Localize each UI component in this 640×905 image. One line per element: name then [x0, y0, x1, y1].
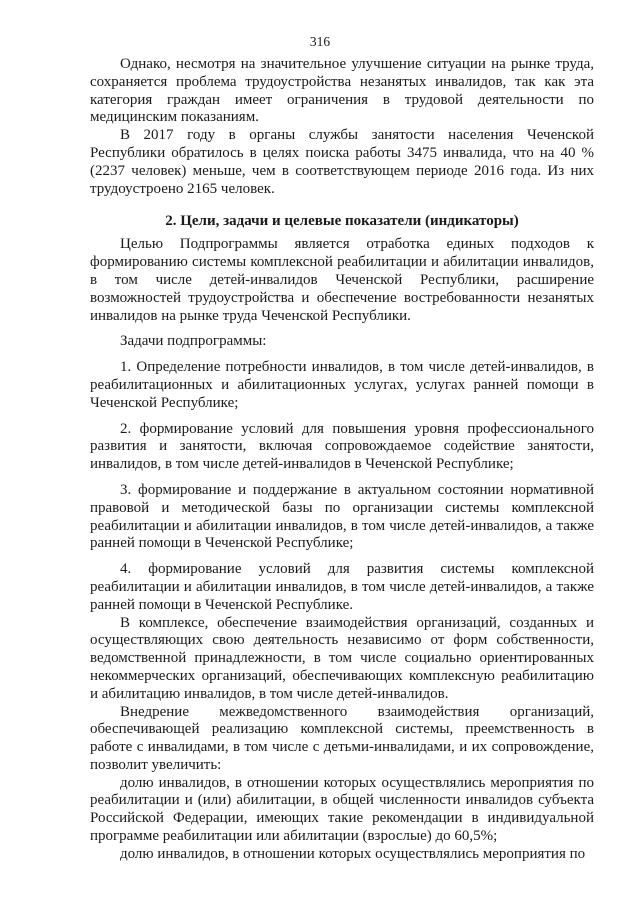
page-number: 316: [309, 34, 331, 49]
paragraph-share-continued: долю инвалидов, в отношении которых осуществлялись мероприятия по: [120, 845, 586, 862]
paragraph-tasks-title: Задачи подпрограммы:: [120, 333, 267, 350]
paragraph-goal: Целью Подпрограммы является отработка единых подходов к формированию системы комплексной реабилитации и абилитации инвалидов, в том числе детей-инвалидов Чеченской Республики, расширение возможностей трудоустройства и обеспечение востребованности незанятых инвалидов на рынке труда Чеченской Республики.: [90, 236, 594, 324]
paragraph-implementation: Внедрение межведомственного взаимодействия организаций, обеспечивающей реализацию комплексной системы, преемственность в работе с инвалидами, в том числе с детьми-инвалидами, и их сопровождение, позволит увеличить:: [90, 703, 594, 773]
task-item-4: 4. формирование условий для развития системы комплексной реабилитации и абилитации инвалидов, в том числе детей-инвалидов, а также ранней помощи в Чеченской Республике.: [90, 561, 594, 613]
paragraph-cooperation: В комплексе, обеспечение взаимодействия организаций, созданных и осуществляющих свою деятельность независимо от форм собственности, ведомственной принадлежности, в том числе социально ориентированных некоммерческих организаций, обеспечивающих комплексную реабилитацию и абилитацию инвалидов, в том числе детей-инвалидов.: [90, 614, 594, 702]
task-item-3: 3. формирование и поддержание в актуальном состоянии нормативной правовой и методической базы по организации системы комплексной реабилитации и абилитации инвалидов, в том числе детей-инвалидов, а также ранней помощи в Чеченской Республике;: [90, 481, 594, 552]
paragraph-employment-problem: Однако, несмотря на значительное улучшение ситуации на рынке труда, сохраняется проблема трудоустройства незанятых инвалидов, так как эта категория граждан имеет ограничения в трудовой деятельности по медицинским показаниям.: [90, 56, 594, 126]
paragraph-share-adults: долю инвалидов, в отношении которых осуществлялись мероприятия по реабилитации и (или) абилитации, в общей численности инвалидов субъекта Российской Федерации, имеющих такие рекомендации в индивидуальной программе реабилитации или абилитации (взрослые) до 60,5%;: [90, 774, 594, 845]
paragraph-2017-statistics: В 2017 году в органы службы занятости населения Чеченской Республики обратилось в целях поиска работы 3475 инвалида, что на 40 % (2237 человек) меньше, чем в соответствующем периоде 2016 года. Из них трудоустроено 2165 человек.: [90, 127, 594, 197]
document-body: [90, 56, 594, 864]
task-item-2: 2. формирование условий для повышения уровня профессионального развития и занятости, включая сопровождаемое содействие занятости, инвалидов, в том числе детей-инвалидов в Чеченской Республике;: [90, 420, 594, 473]
section-heading: 2. Цели, задачи и целевые показатели (индикаторы): [165, 213, 519, 230]
task-item-1: 1. Определение потребности инвалидов, в том числе детей-инвалидов, в реабилитационных и абилитационных услугах, услугах ранней помощи в Чеченской Республике;: [90, 359, 594, 411]
